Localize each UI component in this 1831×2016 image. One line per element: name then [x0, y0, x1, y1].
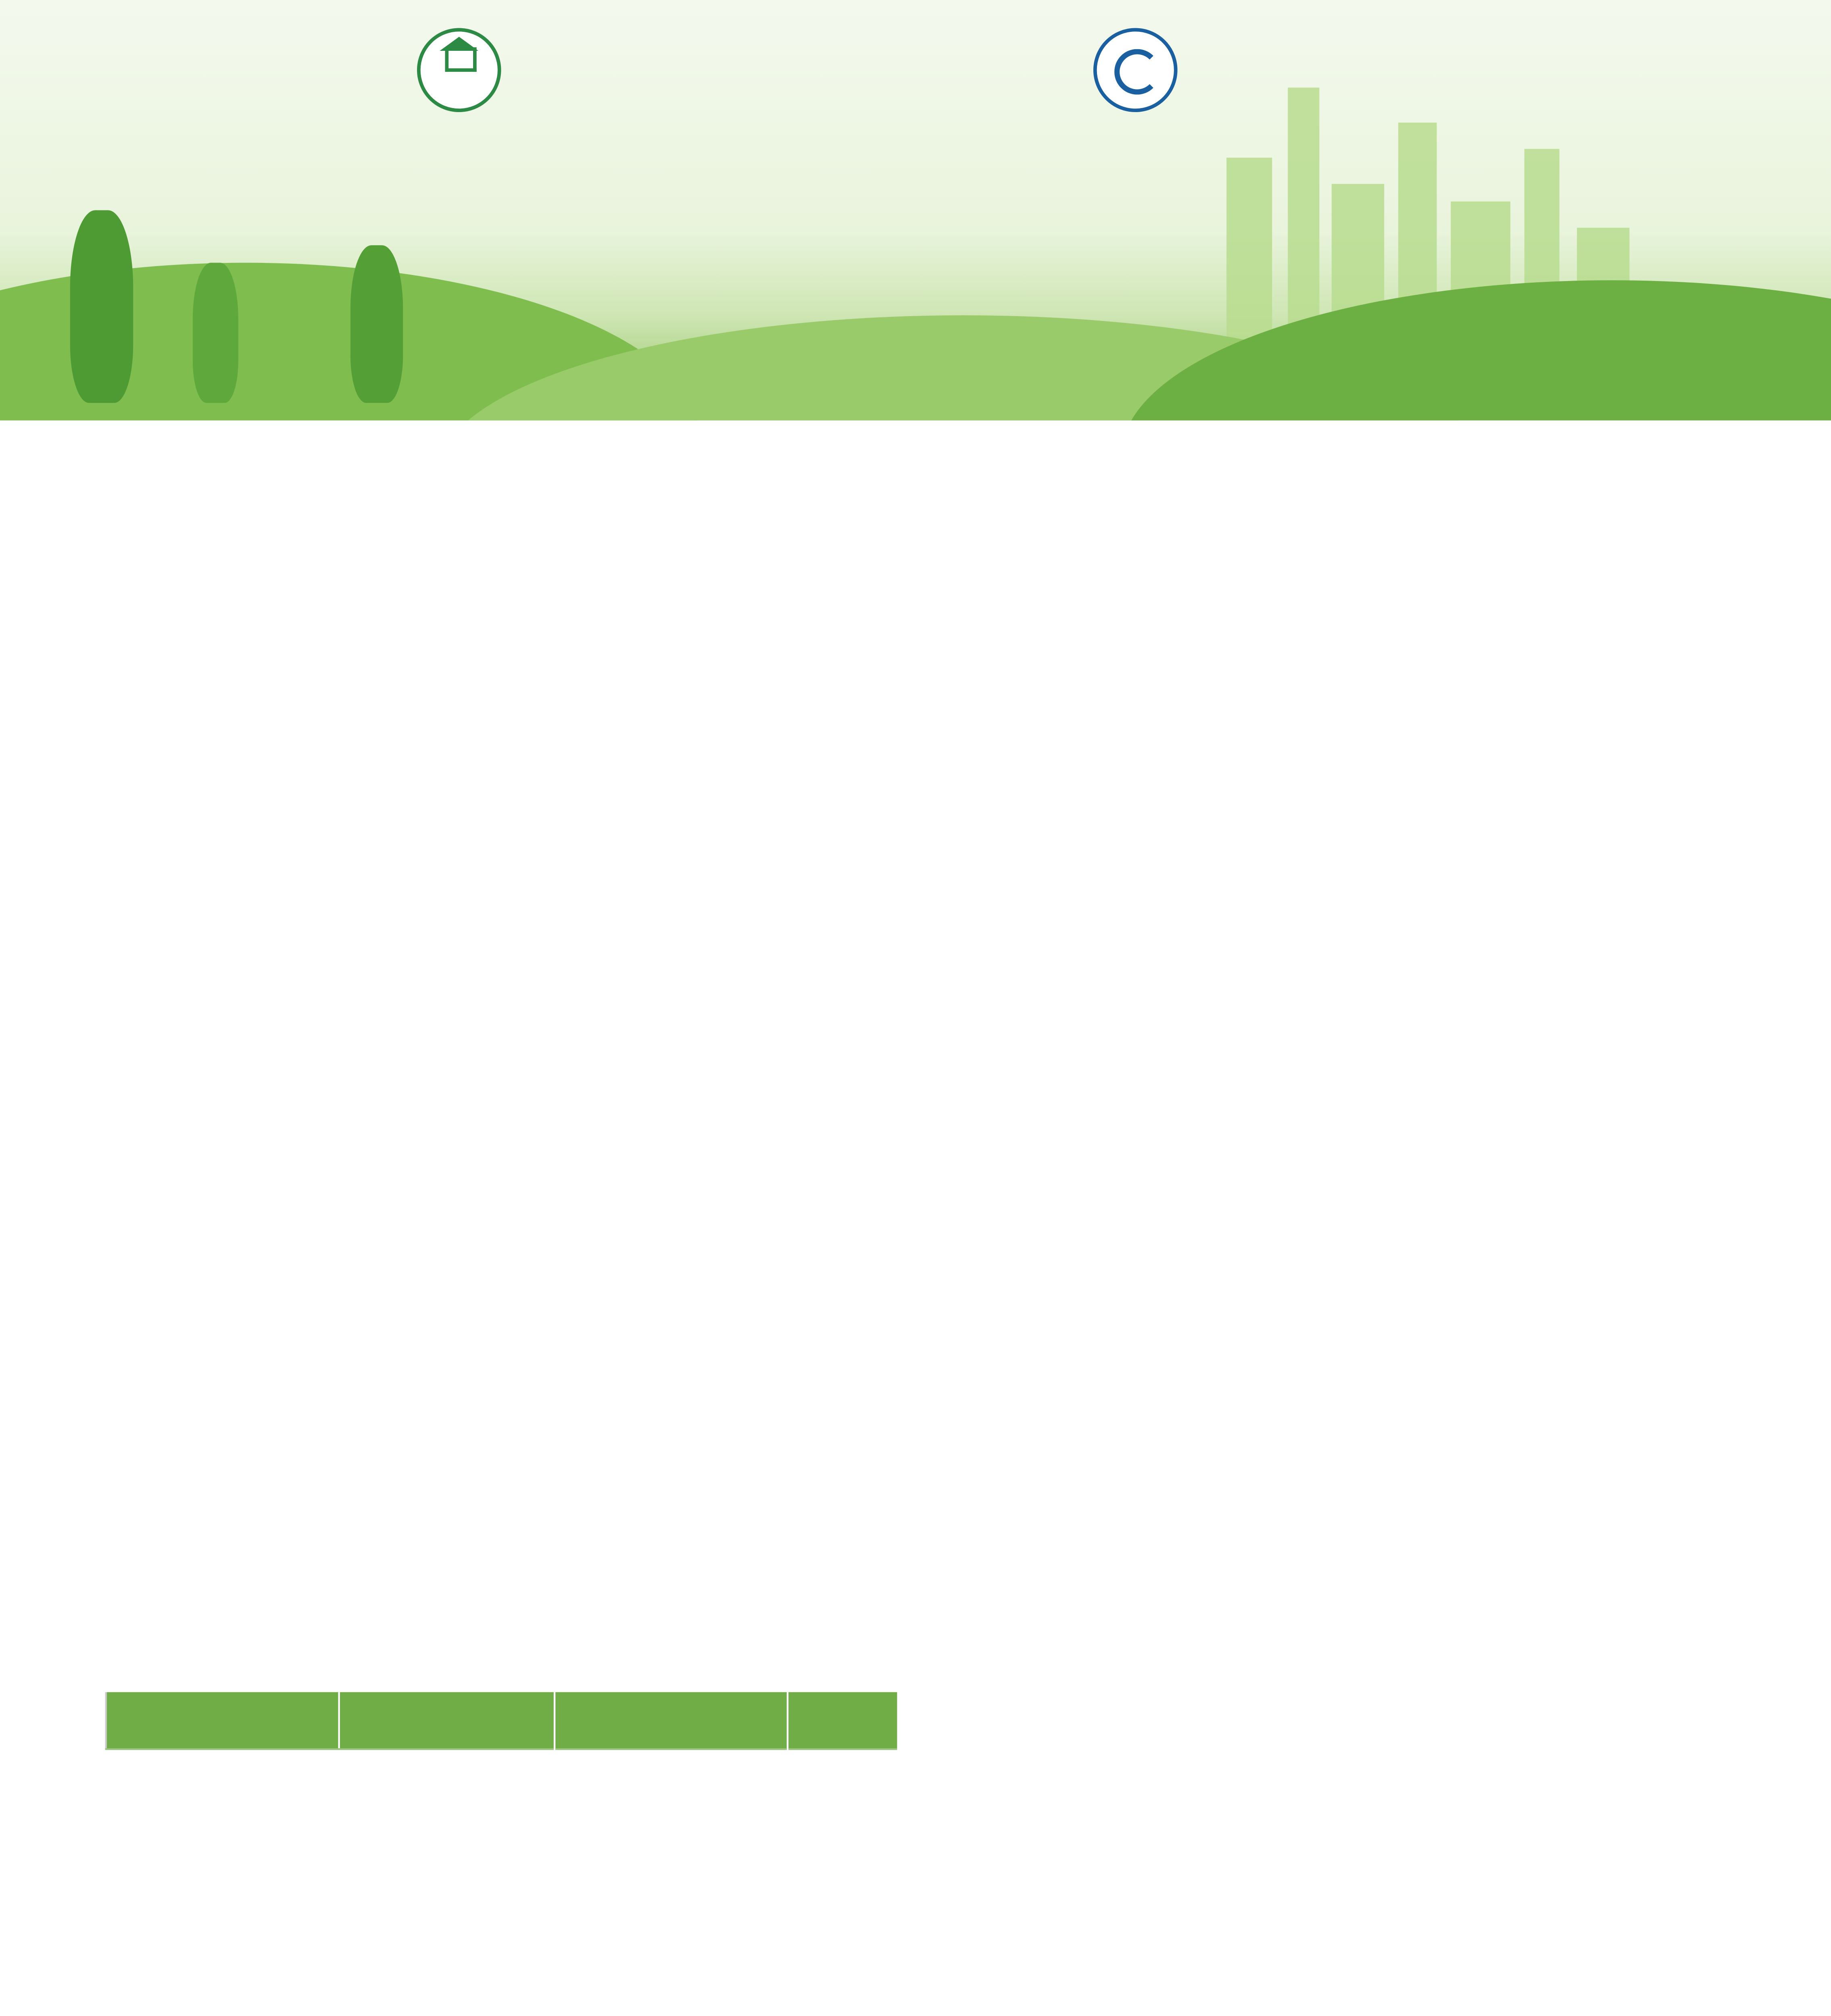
col-header-n — [339, 1692, 555, 1749]
whut-logo — [1093, 28, 1178, 112]
iehb-logo — [417, 28, 501, 112]
runner-figure — [193, 263, 238, 403]
runner-figure — [350, 245, 403, 403]
runner-figure — [70, 210, 133, 403]
col-header-concentration — [106, 1692, 339, 1749]
building-shape — [1288, 87, 1319, 350]
conference-banner — [0, 0, 1831, 421]
metal-or-table — [105, 1692, 897, 1750]
col-header-ptrend — [788, 1692, 897, 1749]
col-header-or — [555, 1692, 788, 1749]
building-shape — [1226, 158, 1272, 350]
table-header-row — [106, 1692, 897, 1749]
